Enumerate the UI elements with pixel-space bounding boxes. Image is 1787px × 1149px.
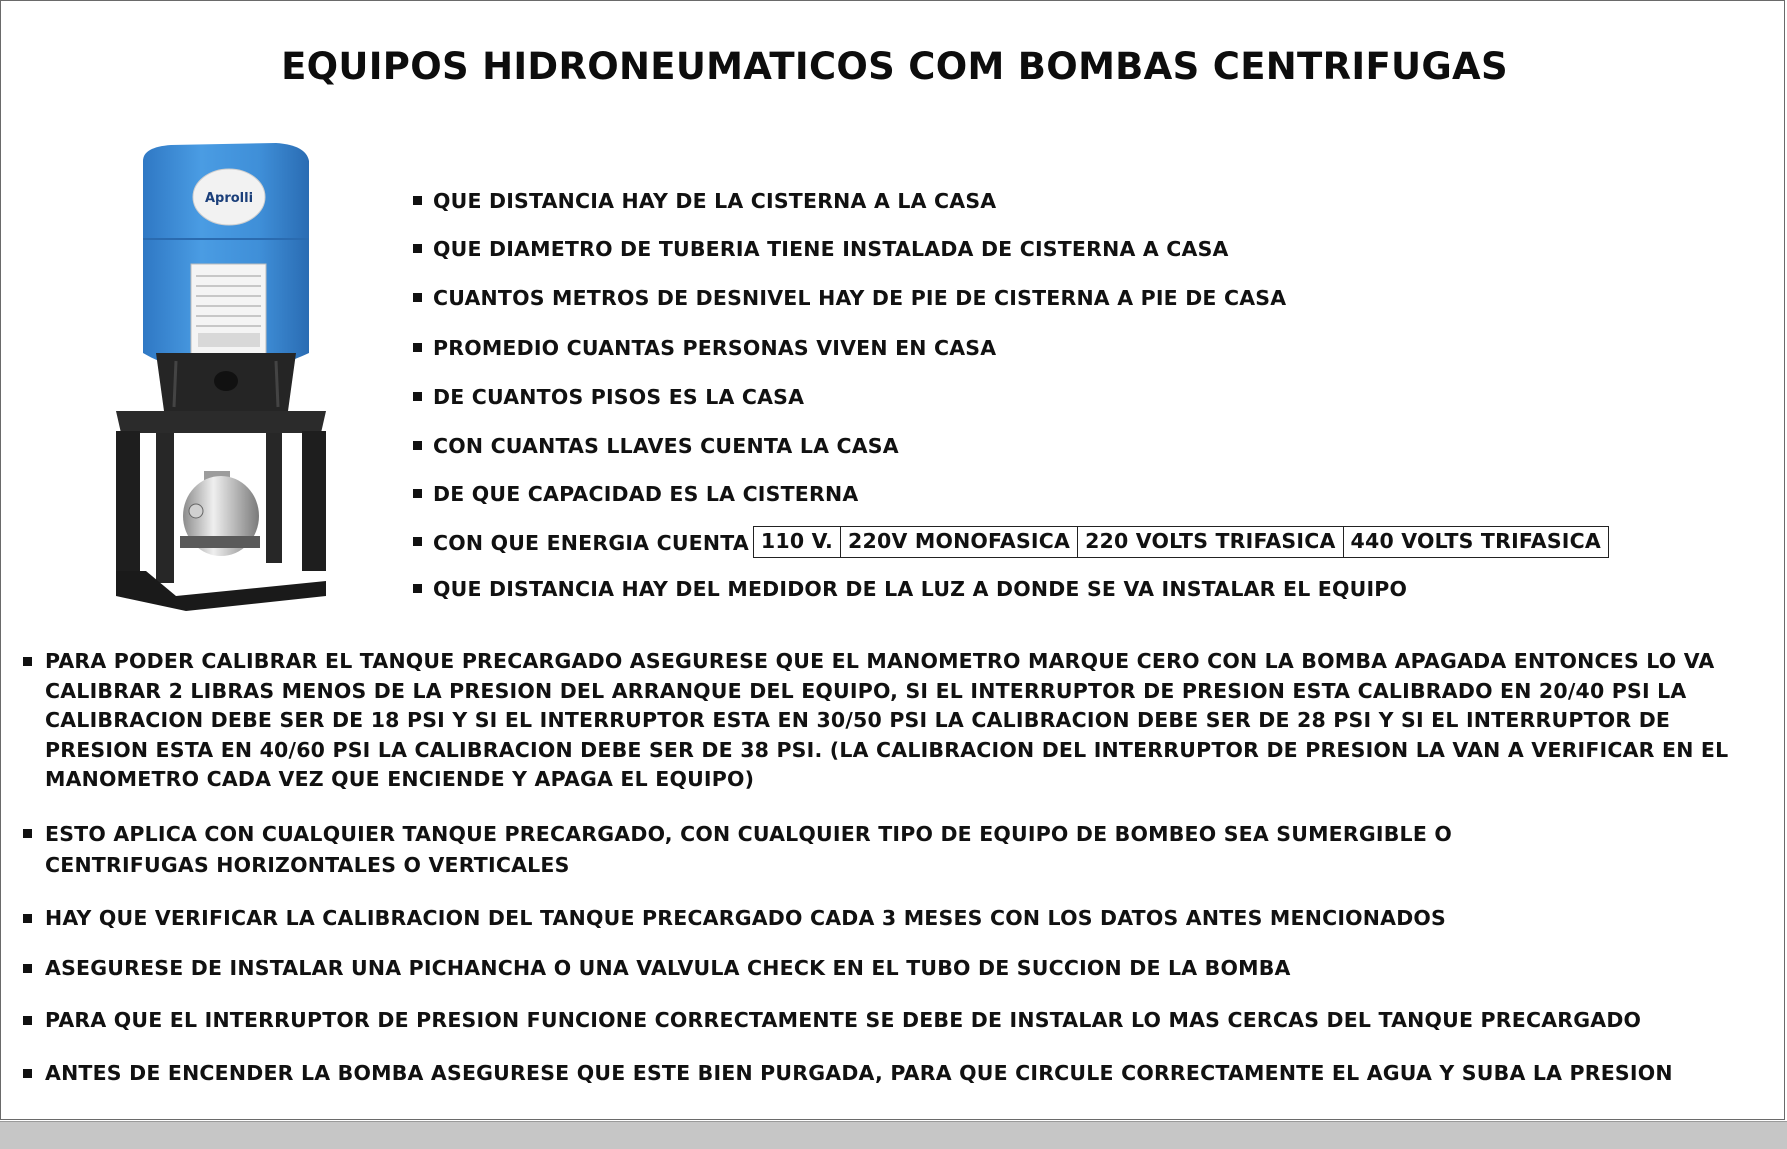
note-item: PARA QUE EL INTERRUPTOR DE PRESION FUNCIONE CORRECTAMENTE SE DEBE DE INSTALAR LO MAS CERCAS DEL TANQUE PRECARGADO <box>23 1006 1773 1036</box>
note-item: HAY QUE VERIFICAR LA CALIBRACION DEL TANQUE PRECARGADO CADA 3 MESES CON LOS DATOS ANTES MENCIONADOS <box>23 904 1773 934</box>
bullet-icon <box>413 244 422 253</box>
page-title: EQUIPOS HIDRONEUMATICOS COM BOMBAS CENTRIFUGAS <box>281 45 1508 88</box>
note-item: ASEGURESE DE INSTALAR UNA PICHANCHA O UNA VALVULA CHECK EN EL TUBO DE SUCCION DE LA BOMBA <box>23 954 1773 984</box>
list-item: PROMEDIO CUANTAS PERSONAS VIVEN EN CASA <box>413 338 996 359</box>
list-item: CUANTOS METROS DE DESNIVEL HAY DE PIE DE CISTERNA A PIE DE CASA <box>413 288 1286 309</box>
bullet-icon <box>413 392 422 401</box>
list-item-energy: CON QUE ENERGIA CUENTA 110 V. 220V MONOFASICA 220 VOLTS TRIFASICA 440 VOLTS TRIFASICA <box>413 528 1609 560</box>
list-item: DE CUANTOS PISOS ES LA CASA <box>413 387 804 408</box>
note-item: ANTES DE ENCENDER LA BOMBA ASEGURESE QUE ESTE BIEN PURGADA, PARA QUE CIRCULE CORRECTAMENTE EL AGUA Y SUBA LA PRESION <box>23 1059 1773 1089</box>
bullet-icon <box>23 657 32 666</box>
note-item: ESTO APLICA CON CUALQUIER TANQUE PRECARGADO, CON CUALQUIER TIPO DE EQUIPO DE BOMBEO SEA SUMERGIBLE O CENTRIFUGAS HORIZONTALES O VERTICALES <box>23 819 1773 881</box>
energy-options-table <box>753 526 1609 558</box>
hydropneumatic-equipment-image <box>116 141 366 611</box>
bullet-icon <box>413 196 422 205</box>
note-item: PARA PODER CALIBRAR EL TANQUE PRECARGADO ASEGURESE QUE EL MANOMETRO MARQUE CERO CON LA BOMBA APAGADA ENTONCES LO VA CALIBRAR 2 LIBRAS MENOS DE LA PRESION DEL ARRANQUE DEL EQUIPO, SI EL INTERRUPTOR DE PRESION ESTA CALIBRADO EN 20/40 PSI LA CALIBRACION DEBE SER DE 18 PSI Y SI EL INTERRUPTOR ESTA EN 30/50 PSI LA CALIBRACION DEBE SER DE 28 PSI Y SI EL INTERRUPTOR DE PRESION ESTA EN 40/60 PSI LA CALIBRACION DEBE SER DE 38 PSI. (LA CALIBRACION DEL INTERRUPTOR DE PRESION LA VAN A VERIFICAR EN EL MANOMETRO CADA VEZ QUE ENCIENDE Y APAGA EL EQUIPO) <box>23 647 1773 795</box>
bullet-icon <box>413 584 422 593</box>
bullet-icon <box>23 1016 32 1025</box>
bullet-icon <box>23 914 32 923</box>
bullet-icon <box>413 489 422 498</box>
energy-option-220v-mono: 220V MONOFASICA <box>840 527 1077 557</box>
bullet-icon <box>413 293 422 302</box>
list-item: QUE DIAMETRO DE TUBERIA TIENE INSTALADA DE CISTERNA A CASA <box>413 239 1229 260</box>
energy-option-440v-tri: 440 VOLTS TRIFASICA <box>1343 527 1608 557</box>
list-item: DE QUE CAPACIDAD ES LA CISTERNA <box>413 484 858 505</box>
list-item: QUE DISTANCIA HAY DE LA CISTERNA A LA CASA <box>413 191 996 212</box>
bullet-icon <box>413 441 422 450</box>
energy-option-110v: 110 V. <box>760 529 834 553</box>
energy-option-220v-tri: 220 VOLTS TRIFASICA <box>1077 527 1342 557</box>
bullet-icon <box>413 343 422 352</box>
bullet-icon <box>23 1069 32 1078</box>
bullet-icon <box>23 829 32 838</box>
viewer-bottom-bar <box>0 1121 1787 1149</box>
list-item: QUE DISTANCIA HAY DEL MEDIDOR DE LA LUZ A DONDE SE VA INSTALAR EL EQUIPO <box>413 579 1407 600</box>
list-item: CON CUANTAS LLAVES CUENTA LA CASA <box>413 436 899 457</box>
tank-brand-label: Aprolli <box>204 191 254 206</box>
bullet-icon <box>413 537 422 546</box>
bullet-icon <box>23 964 32 973</box>
